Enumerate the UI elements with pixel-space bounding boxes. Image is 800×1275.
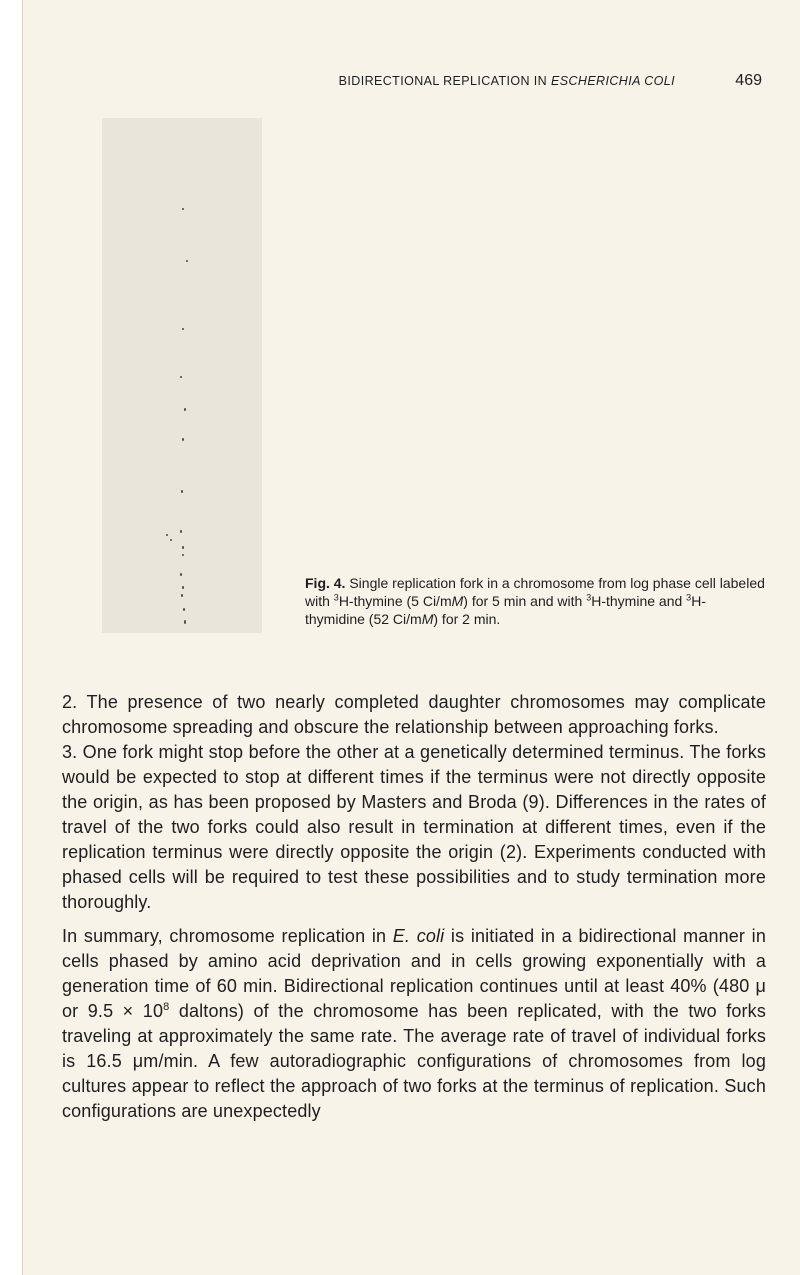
page-edge [0, 0, 23, 1275]
isotope-superscript: 3 [686, 592, 692, 603]
caption-unit: M [421, 611, 434, 627]
caption-unit: M [451, 593, 464, 609]
caption-text: H-thymidine (52 Ci/m [305, 593, 706, 627]
isotope-superscript: 3 [586, 592, 592, 603]
running-title-species: ESCHERICHIA COLI [550, 74, 675, 88]
grain-speck [184, 408, 186, 411]
grain-speck [184, 620, 186, 624]
grain-speck [180, 376, 182, 378]
caption-text: H-thymine (5 Ci/m [338, 593, 452, 609]
grain-speck [181, 490, 183, 493]
autoradiograph-image [102, 118, 262, 633]
summary-text: daltons) of the chromosome has been replicated, with the two forks traveling at approximately the same rate. The average rate of travel of individual forks is 16.5 μm/min. A few autoradiographic configurations of chromosomes from log cultures appear to reflect the approach of two forks at the terminus of replication. Such configurations are unexpectedly [62, 1001, 766, 1121]
summary-text: is initiated in a bidirectional manner in cells phased by amino acid deprivation and in cells growing exponentially with a generation time of 60 min. Bidirectional replication continues until at least 40% (480 μ or 9.5 × 10 [62, 926, 766, 1021]
grain-speck [170, 539, 172, 541]
page-number: 469 [735, 72, 762, 89]
running-title [339, 74, 675, 88]
figure-label: Fig. 4. [305, 575, 346, 591]
grain-speck [182, 328, 184, 330]
caption-text: H-thymine and [591, 593, 687, 609]
caption-text: ) for 5 min and with [463, 593, 587, 609]
isotope-superscript: 3 [333, 592, 339, 603]
grain-speck [182, 208, 184, 210]
grain-speck [180, 573, 182, 576]
running-head [300, 72, 770, 92]
paragraph-item-2: 2. The presence of two nearly completed daughter chromosomes may complicate chromosome spreading and obscure the relationship between approaching forks. [62, 692, 766, 737]
summary-text: In summary, chromosome replication in [62, 926, 393, 946]
species-name: E. coli [392, 926, 445, 946]
grain-speck [166, 534, 168, 536]
caption-text: ) for 2 min. [433, 611, 501, 627]
exponent: 8 [163, 1001, 170, 1013]
grain-speck [186, 260, 188, 262]
grain-speck [181, 594, 183, 597]
grain-speck [182, 438, 184, 441]
figure-caption [305, 574, 765, 628]
body-text [62, 690, 766, 1124]
grain-speck [182, 546, 184, 549]
grain-speck [180, 530, 182, 533]
running-title-text: BIDIRECTIONAL REPLICATION IN [338, 74, 551, 88]
grain-speck [182, 586, 184, 589]
caption-text: Single replication fork in a chromosome from log phase cell labeled with [305, 575, 765, 609]
grain-speck [182, 554, 184, 556]
paragraph-summary [62, 924, 766, 1124]
paragraph-item-3: 3. One fork might stop before the other at a genetically determined terminus. The forks would be expected to stop at different times if the terminus were not directly opposite the origin, as has been proposed by Masters and Broda (9). Differences in the rates of travel of the two forks could also result in termination at different times, even if the replication terminus were directly opposite the origin (2). Experiments conducted with phased cells will be required to test these possibilities and to study termination more thoroughly. [62, 742, 766, 912]
grain-speck [183, 608, 185, 611]
